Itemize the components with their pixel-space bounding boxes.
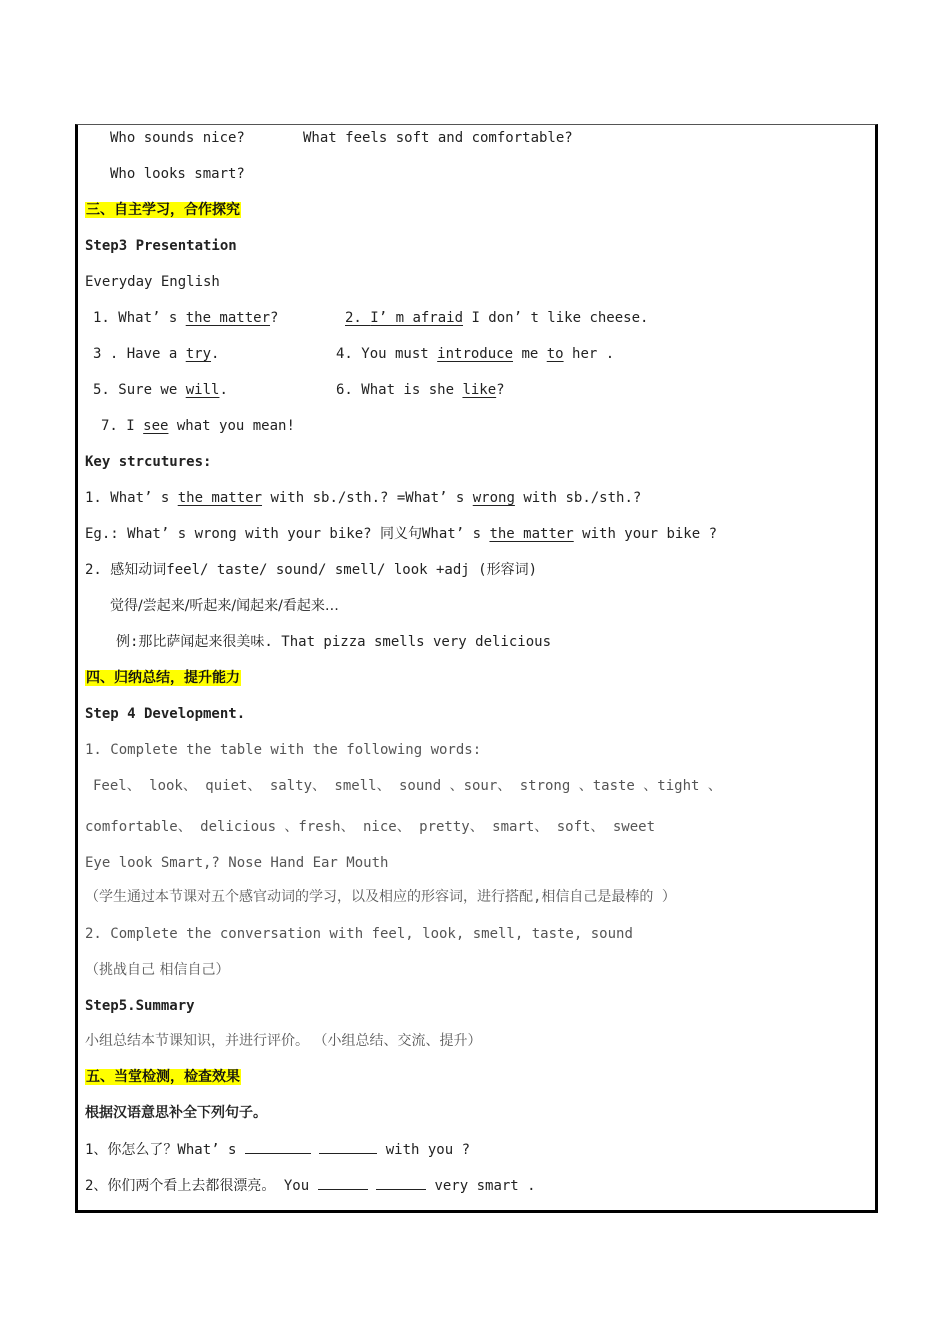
step4-title: Step 4 Development. [85, 706, 246, 722]
step5-text: 小组总结本节课知识，并进行评价。 （小组总结、交流、提升） [85, 1033, 482, 1049]
task-1-note: （学生通过本节课对五个感官动词的学习，以及相应的形容词，进行搭配,相信自己是最棒的 ） [85, 889, 676, 905]
blank-1b[interactable] [319, 1139, 377, 1154]
section-4-heading: 四、归纳总结，提升能力 [86, 670, 240, 686]
everyday-english-label: Everyday English [85, 274, 220, 290]
blank-1a[interactable] [245, 1139, 311, 1154]
sense-verb-example: 例:那比萨闻起来很美味. That pizza smells very delicious [116, 634, 552, 650]
phrase-1: 1. What’ s the matter? [93, 310, 279, 326]
quiz-question-2: 2、你们两个看上去都很漂亮。 You very smart . [85, 1175, 536, 1196]
step3-title: Step3 Presentation [85, 238, 237, 254]
sense-verbs-meaning: 觉得/尝起来/听起来/闻起来/看起来… [110, 598, 339, 614]
question-what-feels: What feels soft and comfortable? [303, 130, 573, 146]
task-2-instruction: 2. Complete the conversation with feel, look, smell, taste, sound [85, 926, 633, 942]
blank-2b[interactable] [376, 1175, 426, 1190]
section-5-heading: 五、当堂检测，检查效果 [86, 1069, 240, 1085]
step5-title: Step5.Summary [85, 998, 195, 1014]
question-who-looks: Who looks smart? [110, 166, 245, 182]
phrase-7: 7. I see what you mean! [101, 418, 295, 434]
key-structure-example: Eg.: What’ s wrong with your bike? 同义句What’ s the matter with your bike ? [85, 526, 718, 542]
task-1-instruction: 1. Complete the table with the following words: [85, 742, 482, 758]
key-structures-title: Key strcutures: [85, 454, 212, 470]
word-list-2: comfortable、 delicious 、fresh、 nice、 pretty、 smart、 soft、 sweet [85, 819, 656, 835]
phrase-3: 3 . Have a try. [93, 346, 220, 362]
sense-table-row: Eye look Smart,? Nose Hand Ear Mouth [85, 855, 389, 871]
question-who-sounds: Who sounds nice? [110, 130, 245, 146]
blank-2a[interactable] [318, 1175, 368, 1190]
phrase-6: 6. What is she like? [336, 382, 505, 398]
phrase-2: 2. I’ m afraid I don’ t like cheese. [345, 310, 649, 326]
word-list-1: Feel、 look、 quiet、 salty、 smell、 sound 、sour、 strong 、taste 、tight 、 [93, 778, 722, 794]
phrase-5: 5. Sure we will. [93, 382, 228, 398]
task-2-note: （挑战自己 相信自己） [85, 962, 230, 978]
quiz-question-1: 1、你怎么了？What’ s with you ? [85, 1139, 470, 1160]
key-structure-2: 2. 感知动词feel/ taste/ sound/ smell/ look +adj (形容词) [85, 562, 538, 578]
key-structure-1: 1. What’ s the matter with sb./sth.? =What’ s wrong with sb./sth.? [85, 490, 642, 506]
section-3-heading: 三、自主学习，合作探究 [86, 202, 240, 218]
phrase-4: 4. You must introduce me to her . [336, 346, 615, 362]
quiz-title: 根据汉语意思补全下列句子。 [85, 1105, 267, 1121]
